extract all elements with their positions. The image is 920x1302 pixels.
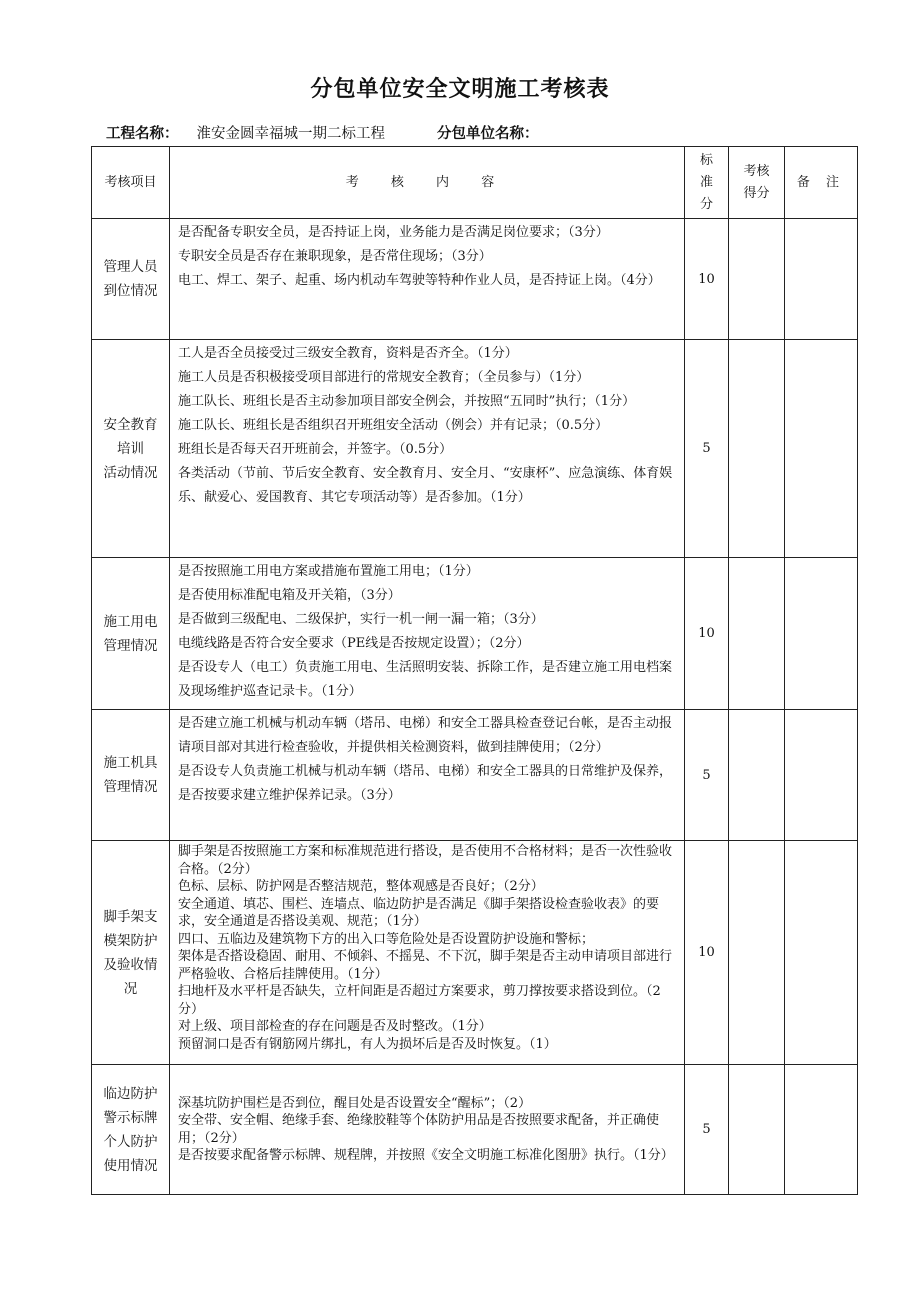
header-content: 考 核 内 容 <box>170 147 685 219</box>
row-assessed-score-cell[interactable] <box>729 340 785 558</box>
row-assessed-score-cell[interactable] <box>729 558 785 710</box>
row-assessed-score-cell[interactable] <box>729 841 785 1065</box>
row-standard-score: 10 <box>685 558 729 710</box>
row-standard-score: 5 <box>685 1065 729 1195</box>
row-assessed-score-cell[interactable] <box>729 710 785 841</box>
row-remark-cell[interactable] <box>785 340 858 558</box>
table-row <box>92 710 858 841</box>
row-standard-score: 10 <box>685 841 729 1065</box>
table-header-row <box>92 147 858 219</box>
row-remark-cell[interactable] <box>785 710 858 841</box>
row-item: 安全教育 培训 活动情况 <box>92 340 170 558</box>
row-remark-cell[interactable] <box>785 558 858 710</box>
assessment-table <box>91 146 858 1195</box>
project-info-line <box>106 122 539 143</box>
row-assessed-score-cell[interactable] <box>729 219 785 340</box>
row-item: 施工机具 管理情况 <box>92 710 170 841</box>
table-row <box>92 558 858 710</box>
project-name-label: 工程名称： <box>106 126 179 142</box>
row-item: 施工用电 管理情况 <box>92 558 170 710</box>
header-standard-score: 标 准 分 <box>685 147 729 219</box>
row-content: 是否建立施工机械与机动车辆（塔吊、电梯）和安全工器具检查登记台帐，是否主动报请项目部对其进行检查验收，并提供相关检测资料，做到挂牌使用；（2分） 是否设专人负责施工机械与机动车辆（塔吊、电梯）和安全工器具的日常维护及保养，是否按要求建立维护保养记录。（3分） <box>170 710 685 841</box>
subcontractor-label: 分包单位名称： <box>437 126 539 142</box>
row-content: 深基坑防护围栏是否到位，醒目处是否设置安全“醒标”；（2） 安全带、安全帽、绝缘手套、绝缘胶鞋等个体防护用品是否按照要求配备，并正确使用；（2分） 是否按要求配备警示标牌、规程牌，并按照《安全文明施工标准化图册》执行。（1分） <box>170 1065 685 1195</box>
row-item: 管理人员 到位情况 <box>92 219 170 340</box>
row-item: 脚手架支 模架防护 及验收情 况 <box>92 841 170 1065</box>
table-row <box>92 219 858 340</box>
row-remark-cell[interactable] <box>785 219 858 340</box>
row-standard-score: 5 <box>685 340 729 558</box>
row-remark-cell[interactable] <box>785 841 858 1065</box>
page-title: 分包单位安全文明施工考核表 <box>310 77 610 102</box>
row-remark-cell[interactable] <box>785 1065 858 1195</box>
project-name-value: 淮安金圆幸福城一期二标工程 <box>196 126 385 142</box>
header-item: 考核项目 <box>92 147 170 219</box>
row-content: 脚手架是否按照施工方案和标准规范进行搭设，是否使用不合格材料；是否一次性验收合格。（2分） 色标、层标、防护网是否整洁规范，整体观感是否良好；（2分） 安全通道、填芯、围栏、连墙点、临边防护是否满足《脚手架搭设检查验收表》的要求，安全通道是否搭设美观、规范；（1分） 四口、五临边及建筑物下方的出入口等危险处是否设置防护设施和警标； 架体是否搭设稳固、耐用、不倾斜、不摇晃、不下沉，脚手架是否主动申请项目部进行严格验收、合格后挂牌使用。（1分） 扫地杆及水平杆是否缺失，立杆间距是否超过方案要求，剪刀撑按要求搭设到位。（2分） 对上级、项目部检查的存在问题是否及时整改。（1分） 预留洞口是否有钢筋网片绑扎，有人为损坏后是否及时恢复。（1） <box>170 841 685 1065</box>
table-row <box>92 841 858 1065</box>
row-assessed-score-cell[interactable] <box>729 1065 785 1195</box>
row-item: 临边防护 警示标牌 个人防护 使用情况 <box>92 1065 170 1195</box>
row-standard-score: 5 <box>685 710 729 841</box>
table-row <box>92 1065 858 1195</box>
header-remark: 备 注 <box>785 147 858 219</box>
row-standard-score: 10 <box>685 219 729 340</box>
row-content: 工人是否全员接受过三级安全教育，资料是否齐全。（1分） 施工人员是否积极接受项目部进行的常规安全教育；（全员参与）（1分） 施工队长、班组长是否主动参加项目部安全例会，并按照“五同时”执行；（1分） 施工队长、班组长是否组织召开班组安全活动（例会）并有记录；（0.5分） 班组长是否每天召开班前会，并签字。（0.5分） 各类活动（节前、节后安全教育、安全教育月、安全月、“安康杯”、应急演练、体育娱乐、献爱心、爱国教育、其它专项活动等）是否参加。（1分） <box>170 340 685 558</box>
header-assessed-score: 考核 得分 <box>729 147 785 219</box>
table-row <box>92 340 858 558</box>
row-content: 是否按照施工用电方案或措施布置施工用电；（1分） 是否使用标准配电箱及开关箱，（3分） 是否做到三级配电、二级保护，实行一机一闸一漏一箱；（3分） 电缆线路是否符合安全要求（PE线是否按规定设置）；（2分） 是否设专人（电工）负责施工用电、生活照明安装、拆除工作，是否建立施工用电档案及现场维护巡查记录卡。（1分） <box>170 558 685 710</box>
row-content: 是否配备专职安全员，是否持证上岗，业务能力是否满足岗位要求；（3分） 专职安全员是否存在兼职现象，是否常住现场；（3分） 电工、焊工、架子、起重、场内机动车驾驶等特种作业人员，是否持证上岗。（4分） <box>170 219 685 340</box>
